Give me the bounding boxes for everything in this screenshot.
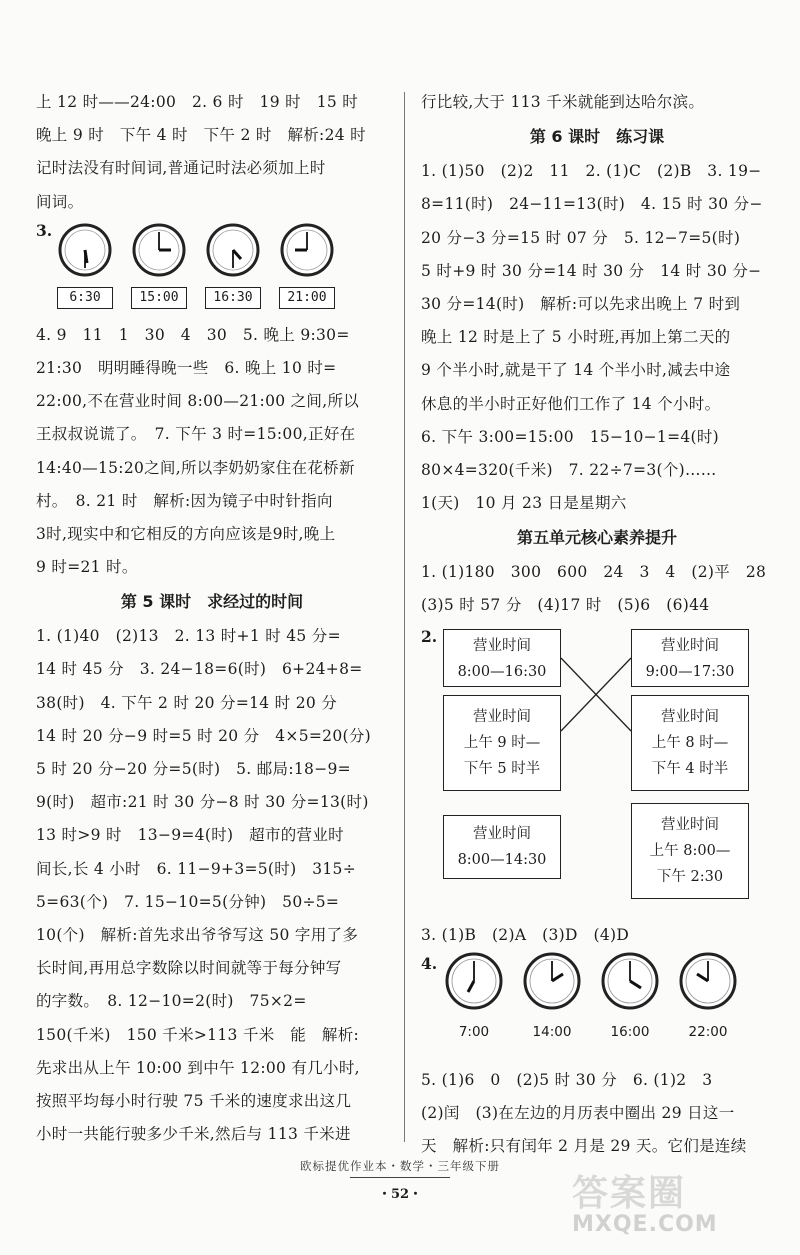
left-block-1: [36, 86, 388, 219]
watermark-url: MXQE.COM: [572, 1212, 718, 1237]
left-column: [36, 86, 388, 1151]
clock-time-box: 6:30: [57, 287, 113, 309]
clock-time-label: 7:00: [458, 1023, 490, 1040]
clock-icon: [679, 952, 737, 1010]
clock-time-box: 16:30: [205, 287, 261, 309]
match-box-title: 营业时间: [661, 637, 719, 654]
text-line: 晚上 9 时 下午 4 时 下午 2 时 解析:24 时: [36, 126, 366, 145]
footer-rule: [350, 1177, 450, 1178]
text-line: 天 解析:只有闰年 2 月是 29 天。它们是连续: [421, 1137, 747, 1156]
right-column: [421, 86, 773, 1163]
clock-icon: [445, 952, 503, 1010]
text-line: 20 分−3 分=15 时 07 分 5. 12−7=5(时): [421, 228, 741, 247]
clock-time-label: 22:00: [688, 1023, 728, 1040]
text-line: 80×4=320(千米) 7. 22÷7=3(个)……: [421, 460, 717, 479]
text-line: 10(个) 解析:首先求出爷爷写这 50 字用了多: [36, 925, 359, 944]
text-line: 间长,长 4 小时 6. 11−9+3=5(时) 315÷: [36, 859, 356, 878]
match-box-line: 9:00—17:30: [645, 663, 735, 680]
text-line: 3时,现实中和它相反的方向应该是9时,晚上: [36, 524, 336, 543]
clock-answer-row: [36, 219, 388, 319]
text-line: 14:40—15:20之间,所以李奶奶家住在花桥新: [36, 458, 355, 477]
text-line: 150(千米) 150 千米>113 千米 能 解析:: [36, 1025, 360, 1044]
text-line: 5. (1)6 0 (2)5 时 30 分 6. (1)2 3: [421, 1070, 713, 1089]
book-series-footer: 欧标提优作业本・数学・三年级下册: [300, 1159, 500, 1173]
text-line: 记时法没有时间词,普通记时法必须加上时: [36, 159, 326, 178]
column-divider: [404, 92, 405, 1142]
text-line: 14 时 20 分−9 时=5 时 20 分 4×5=20(分): [36, 726, 371, 745]
section-heading-lesson-6: 第 6 课时 练习课: [529, 127, 665, 147]
text-line: 间词。: [36, 192, 84, 211]
watermark-logo: [572, 1165, 772, 1245]
match-box-left-1: [443, 629, 561, 687]
text-line: 晚上 12 时是上了 5 小时班,再加上第二天的: [421, 328, 731, 347]
match-box-right-3: [631, 803, 749, 899]
clock-time-box: 15:00: [131, 287, 187, 309]
match-box-right-2: [631, 695, 749, 791]
question-4-label: 4.: [421, 953, 438, 973]
match-box-line: 下午 2:30: [656, 868, 724, 885]
clock-icon: [206, 223, 260, 277]
text-line: 行比较,大于 113 千米就能到达哈尔滨。: [421, 93, 705, 111]
text-line: 上 12 时——24:00 2. 6 时 19 时 15 时: [36, 93, 359, 111]
left-block-3: [36, 620, 388, 1151]
clock-time-label: 14:00: [532, 1023, 572, 1040]
text-line: 1. (1)40 (2)13 2. 13 时+1 时 45 分=: [36, 627, 341, 646]
clock-icon: [280, 223, 334, 277]
matching-diagram: [421, 623, 773, 919]
match-box-title: 营业时间: [473, 825, 531, 842]
clock-icon: [58, 223, 112, 277]
match-box-title: 营业时间: [473, 637, 531, 654]
text-line: 3. (1)B (2)A (3)D (4)D: [421, 925, 630, 944]
text-line: 38(时) 4. 下午 2 时 20 分=14 时 20 分: [36, 693, 338, 712]
clock-icon: [601, 952, 659, 1010]
text-line: 王叔叔说谎了。 7. 下午 3 时=15:00,正好在: [36, 425, 356, 444]
text-line: 21:30 明明睡得晚一些 6. 晚上 10 时=: [36, 358, 337, 377]
clock-icon: [132, 223, 186, 277]
question-2-label: 2.: [421, 626, 438, 646]
text-line: 13 时>9 时 13−9=4(时) 超市的营业时: [36, 826, 344, 845]
text-line: (3)5 时 57 分 (4)17 时 (5)6 (6)44: [421, 596, 710, 615]
match-box-line: 上午 8:00—: [649, 842, 731, 859]
text-line: 的字数。 8. 12−10=2(时) 75×2=: [36, 992, 307, 1011]
text-line: 8=11(时) 24−11=13(时) 4. 15 时 30 分−: [421, 195, 763, 214]
clock-time-box: 21:00: [279, 287, 335, 309]
match-box-left-2: [443, 695, 561, 791]
text-line: 9 个半小时,就是干了 14 个半小时,减去中途: [421, 361, 731, 380]
clock-icon: [523, 952, 581, 1010]
match-box-line: 上午 8 时—: [651, 734, 729, 751]
text-line: 30 分=14(时) 解析:可以先求出晚上 7 时到: [421, 294, 741, 313]
text-line: 5 时+9 时 30 分=14 时 30 分 14 时 30 分−: [421, 261, 762, 280]
match-box-line: 8:00—14:30: [457, 851, 547, 868]
text-line: 14 时 45 分 3. 24−18=6(时) 6+24+8=: [36, 660, 363, 679]
section-heading-unit-5: 第五单元核心素养提升: [516, 528, 677, 548]
right-block-3: [421, 556, 773, 622]
text-line: 9 时=21 时。: [36, 558, 138, 577]
match-box-right-1: [631, 629, 749, 687]
text-line: 1. (1)50 (2)2 11 2. (1)C (2)B 3. 19−: [421, 162, 762, 181]
text-line: 小时一共能行驶多少千米,然后与 113 千米进: [36, 1125, 351, 1144]
text-line: 1(天) 10 月 23 日是星期六: [421, 494, 627, 513]
text-line: 长时间,再用总字数除以时间就等于每分钟写: [36, 959, 342, 978]
match-box-left-3: [443, 815, 561, 879]
text-line: 5=63(个) 7. 15−10=5(分钟) 50÷5=: [36, 892, 340, 911]
text-line: 6. 下午 3:00=15:00 15−10−1=4(时): [421, 427, 720, 446]
text-line: 休息的半小时正好他们工作了 14 个小时。: [421, 394, 721, 413]
question-3-label: 3.: [36, 220, 53, 240]
match-box-line: 下午 5 时半: [463, 760, 541, 777]
right-block-5: [421, 1064, 773, 1164]
section-heading-lesson-5: 第 5 课时 求经过的时间: [120, 592, 304, 612]
text-line: (2)闰 (3)在左边的月历表中圈出 29 日这一: [421, 1104, 735, 1122]
text-line: 按照平均每小时行驶 75 千米的速度求出这几: [36, 1091, 352, 1110]
text-line: 1. (1)180 300 600 24 3 4 (2)平 28: [421, 563, 767, 582]
page-number: ・52・: [377, 1187, 423, 1202]
watermark-text: 答案圈: [572, 1173, 687, 1214]
text-line: 4. 9 11 1 30 4 30 5. 晚上 9:30=: [36, 325, 350, 344]
left-block-2: [36, 319, 388, 585]
right-block-2: [421, 155, 773, 520]
match-box-title: 营业时间: [661, 708, 719, 725]
text-line: 9(时) 超市:21 时 30 分−8 时 30 分=13(时): [36, 793, 369, 812]
match-box-title: 营业时间: [473, 708, 531, 725]
text-line: 22:00,不在营业时间 8:00—21:00 之间,所以: [36, 392, 360, 411]
clock-time-label: 16:00: [610, 1023, 650, 1040]
match-box-line: 上午 9 时—: [463, 734, 541, 751]
clock-answer-row: [421, 952, 773, 1064]
text-line: 村。 8. 21 时 解析:因为镜子中时针指向: [36, 491, 333, 510]
text-line: 5 时 20 分−20 分=5(时) 5. 邮局:18−9=: [36, 760, 351, 778]
text-line: 先求出从上午 10:00 到中午 12:00 有几小时,: [36, 1058, 360, 1077]
match-box-line: 8:00—16:30: [457, 663, 547, 680]
match-box-line: 下午 4 时半: [651, 760, 729, 777]
match-box-title: 营业时间: [661, 816, 719, 833]
